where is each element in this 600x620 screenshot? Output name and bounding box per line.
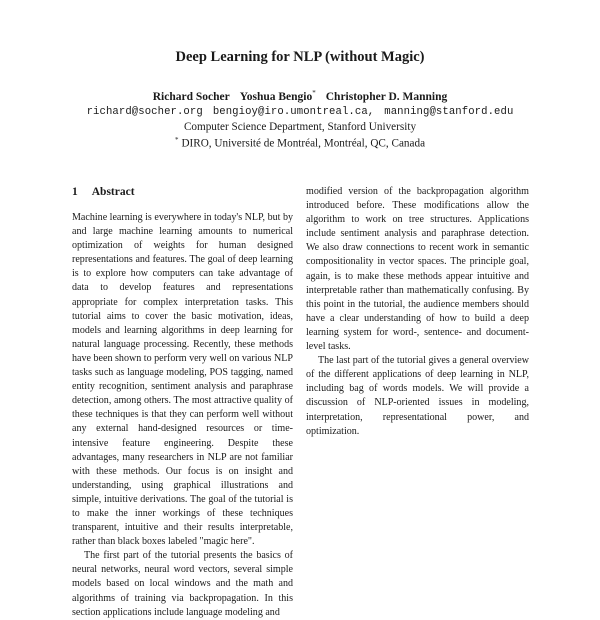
author-name: Yoshua Bengio* <box>239 89 316 103</box>
affiliation-mark: * <box>174 136 179 144</box>
paragraph: Machine learning is everywhere in today's NLP, but by and large machine learning amounts to numerical optimization of weights for human designed representations and features. The goal of deep learning is to explore how computers can take advantage of data to develop features and representations appropriate for complex interpretation tasks. This tutorial aims to cover the basic motivation, ideas, models and learning algorithms in deep learning for natural language processing. Recently, these methods have been shown to perform very well on various NLP tasks such as language modeling, POS tagging, named entity recognition, sentiment analysis and paraphrase detection, among others. The most attractive quality of these techniques is that they can perform well without any external hand-designed resources or time-intensive feature engineering. Despite these advantages, many researchers in NLP are not familiar with these methods. Our focus is on insight and understanding, using graphical illustrations and simple, intuitive derivations. The goal of the tutorial is to make the inner workings of these techniques transparent, intuitive and their results interpretable, rather than black boxes labeled "magic here". <box>72 212 293 548</box>
author-name: Richard Socher <box>152 90 230 103</box>
section-number: 1 <box>72 186 78 198</box>
section-heading <box>72 186 135 198</box>
paragraph: The last part of the tutorial gives a general overview of the different applications of deep learning in NLP, including bag of words models. We will provide a discussion of NLP-oriented issues in modeling, interpretation, representational power, and optimization. <box>306 355 529 437</box>
paper-title: Deep Learning for NLP (without Magic) <box>175 49 425 65</box>
email: bengioy@iro.umontreal.ca, <box>212 106 375 118</box>
author-name: Christopher D. Manning <box>325 90 448 103</box>
paragraph: modified version of the backpropagation algorithm introduced before. These modifications allow the algorithm to work on tree structures. Applications include sentiment analysis and paraphrase detection. We also draw connections to recent work in semantic compositionality in vector spaces. The principle goal, again, is to make these methods appear intuitive and interpretable rather than mathematically confusing. By this point in the tutorial, the audience members should have a clear understanding of how to build a deep learning system for word-, sentence- and document-level tasks. <box>306 186 529 353</box>
email: richard@socher.org <box>86 106 203 118</box>
left-column <box>72 211 293 620</box>
right-column <box>306 185 529 439</box>
paragraph: The first part of the tutorial presents the basics of neural networks, neural word vectors, several simple models based on local windows and the math and algorithms of training via backpropagation. In this section applications include language modeling and <box>72 550 293 618</box>
author-list <box>0 89 600 103</box>
section-title: Abstract <box>91 186 135 198</box>
email-list <box>0 106 600 118</box>
affiliation-mark: * <box>312 89 316 97</box>
email: manning@stanford.edu <box>384 106 514 118</box>
affiliation-montreal: * DIRO, Université de Montréal, Montréal, QC, Canada <box>174 136 426 150</box>
affiliation-stanford: Computer Science Department, Stanford University <box>183 121 417 133</box>
